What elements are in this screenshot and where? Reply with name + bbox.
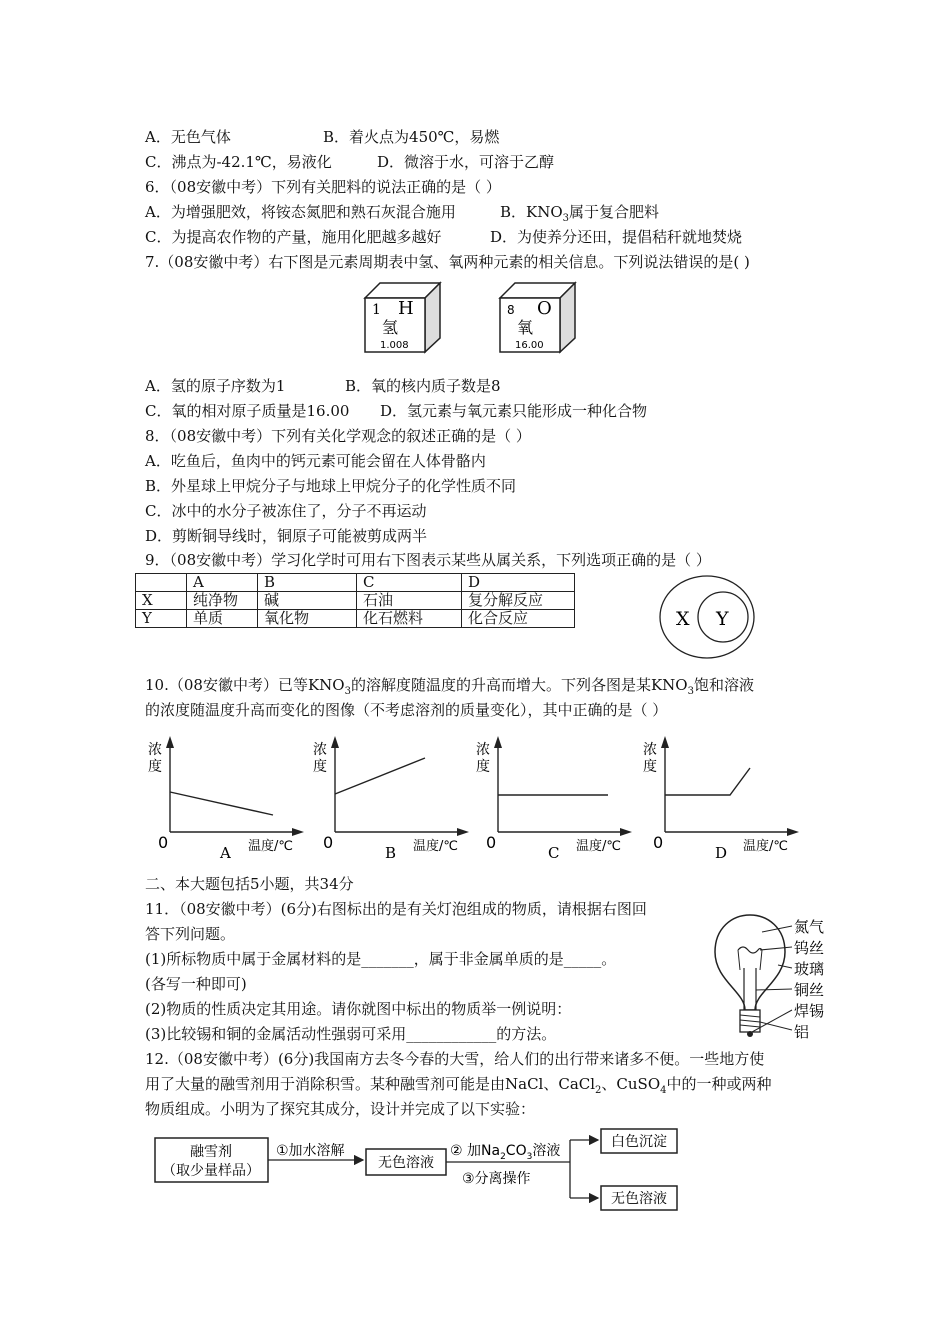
table-cell: D [462, 574, 575, 592]
q12-line-2: 用了大量的融雪剂用于消除积雪。某种融雪剂可能是由NaCl、CaCl$_2$、CuSO$_4$中的一种或两种 [145, 1075, 772, 1096]
x-axis-arrow [787, 828, 799, 836]
oxygen-symbol: O [537, 298, 552, 319]
oxygen-name: 氧 [517, 318, 534, 337]
table-cell: 石油 [357, 592, 462, 610]
prev-options-row-1 [145, 127, 500, 147]
table-cell: A [187, 574, 258, 592]
prev-option-c: C．沸点为-42.1℃，易液化 [145, 153, 332, 171]
table-cell: 纯净物 [187, 592, 258, 610]
q8-option-a: A．吃鱼后，鱼肉中的钙元素可能会留在人体骨骼内 [145, 452, 486, 470]
hydrogen-name: 氢 [382, 318, 399, 337]
q11-line-4: (各写一种即可) [145, 975, 247, 993]
q7-stem: 7.（08安徽中考）右下图是元素周期表中氢、氧两种元素的相关信息。下列说法错误的是( ) [145, 253, 750, 271]
tungsten-filament [738, 947, 762, 953]
bulb-label-solder: 焊锡 [794, 1002, 825, 1020]
table-cell: 复分解反应 [462, 592, 575, 610]
q6-options-row-1 [145, 202, 660, 224]
graph-a [148, 736, 304, 862]
q7-option-d: D．氢元素与氧元素只能形成一种化合物 [380, 402, 648, 420]
concentration-line [665, 768, 750, 795]
q12-line-3: 物质组成。小明为了探究其成分，设计并完成了以下实验： [145, 1100, 536, 1118]
bulb-label-nitrogen: 氮气 [794, 918, 825, 936]
venn-outer-circle [660, 576, 754, 658]
graph-d [643, 736, 799, 862]
q9-table [135, 573, 575, 628]
y-axis-arrow [331, 736, 339, 748]
q7-option-b: B．氧的核内质子数是8 [345, 377, 501, 395]
table-cell: 化石燃料 [357, 610, 462, 628]
flow-out-1: 白色沉淀 [611, 1134, 667, 1150]
flow-step-2: ② 加$Na_2CO_3$溶液 [450, 1143, 561, 1162]
q11-light-bulb-diagram [700, 910, 840, 1040]
element-cell-hydrogen [365, 283, 440, 352]
prev-options-row-2 [145, 152, 555, 172]
q11-line-1: 11．（08安徽中考）(6分)右图标出的是有关灯泡组成的物质，请根据右图回 [145, 900, 647, 918]
bulb-label-copper: 铜丝 [794, 981, 825, 999]
q12-flowchart [150, 1128, 690, 1218]
graph-letter: D [715, 844, 728, 862]
origin-label: 0 [158, 833, 169, 852]
q7-options-row-2 [145, 401, 648, 421]
flow-out-2: 无色溶液 [611, 1191, 667, 1207]
y-label-1: 浓 [643, 742, 657, 758]
q10-line-2: 的浓度随温度升高而变化的图像（不考虑溶剂的质量变化），其中正确的是（ ） [145, 701, 668, 719]
table-cell: 碱 [258, 592, 357, 610]
q10-line-1: 10.（08安徽中考）已等$KNO_3$的溶解度随温度的升高而增大。下列各图是某$KNO_3$饱和溶液 [145, 676, 754, 697]
flow-sample-label-2: （取少量样品） [162, 1163, 260, 1179]
y-axis-arrow [166, 736, 174, 748]
q8-stem: 8．（08安徽中考）下列有关化学观念的叙述正确的是（ ） [145, 427, 531, 445]
prev-option-a: A．无色气体 [145, 128, 231, 146]
y-label-1: 浓 [476, 742, 490, 758]
y-label-2: 度 [476, 759, 490, 775]
q11-line-5: (2)物质的性质决定其用途。请你就图中标出的物质举一例说明： [145, 1000, 572, 1018]
copper-wires [744, 968, 756, 1010]
x-label: 温度/℃ [248, 839, 293, 854]
q8-option-d: D．剪断铜导线时，铜原子可能被剪成两半 [145, 527, 428, 545]
element-cell-oxygen [500, 283, 575, 352]
q8-option-c: C．冰中的水分子被冻住了，分子不再运动 [145, 502, 427, 520]
y-label-1: 浓 [313, 742, 327, 758]
q6-stem: 6．（08安徽中考）下列有关肥料的说法正确的是（ ） [145, 178, 501, 196]
q9-venn-diagram [655, 573, 765, 663]
x-axis-arrow [292, 828, 304, 836]
oxygen-number: 8 [507, 303, 515, 317]
flow-mid-label: 无色溶液 [378, 1155, 434, 1171]
table-cell: X [136, 592, 187, 610]
table-row [136, 574, 575, 592]
y-label-2: 度 [643, 759, 657, 775]
bulb-label-tungsten: 钨丝 [794, 939, 825, 957]
x-axis-arrow [457, 828, 469, 836]
flow-step-3: ③分离操作 [462, 1171, 531, 1187]
y-label-1: 浓 [148, 742, 162, 758]
q11-line-3: (1)所标物质中属于金属材料的是_______，属于非金属单质的是_____。 [145, 950, 617, 968]
venn-label-y: Y [716, 608, 729, 630]
graph-c [476, 736, 632, 862]
q9-stem: 9．（08安徽中考）学习化学时可用右下图表示某些从属关系，下列选项正确的是（ ） [145, 551, 711, 569]
prev-option-b: B．着火点为450℃，易燃 [323, 128, 500, 146]
graph-letter: C [548, 844, 560, 862]
x-label: 温度/℃ [743, 839, 788, 854]
q11-line-6: (3)比较锡和铜的金属活动性强弱可采用____________的方法。 [145, 1025, 557, 1043]
hydrogen-number: 1 [372, 302, 381, 318]
section-2-heading: 二、本大题包括5小题，共34分 [145, 875, 354, 893]
table-cell: B [258, 574, 357, 592]
q7-options-row-1 [145, 376, 501, 396]
q7-element-cells [360, 278, 590, 356]
q7-option-a: A．氢的原子序数为1 [145, 377, 286, 395]
table-cell: 氧化物 [258, 610, 357, 628]
x-label: 温度/℃ [413, 839, 458, 854]
origin-label: 0 [486, 833, 497, 852]
bulb-label-aluminum: 铝 [794, 1023, 810, 1040]
table-cell [136, 574, 187, 592]
y-axis-arrow [661, 736, 669, 748]
q6-option-d: D．为使养分还田，提倡秸秆就地焚烧 [490, 228, 743, 246]
table-cell: 化合反应 [462, 610, 575, 628]
table-cell: C [357, 574, 462, 592]
q11-line-2: 答下列问题。 [145, 925, 236, 943]
origin-label: 0 [323, 833, 334, 852]
venn-label-x: X [676, 608, 690, 630]
q6-option-a: A．为增强肥效，将铵态氮肥和熟石灰混合施用 [145, 203, 456, 221]
y-label-2: 度 [313, 759, 327, 775]
q6-options-row-2 [145, 227, 743, 247]
table-row [136, 610, 575, 628]
concentration-line [170, 792, 273, 815]
bulb-label-glass: 玻璃 [794, 960, 825, 978]
hydrogen-mass: 1.008 [380, 340, 409, 351]
table-cell: Y [136, 610, 187, 628]
flow-step-1: ①加水溶解 [276, 1143, 345, 1159]
q7-option-c: C．氧的相对原子质量是16.00 [145, 402, 350, 420]
table-cell: 单质 [187, 610, 258, 628]
flow-sample-label-1: 融雪剂 [190, 1144, 232, 1160]
table-row [136, 592, 575, 610]
x-axis-arrow [620, 828, 632, 836]
graph-b [313, 736, 469, 862]
q6-option-b: B．$KNO_3$属于复合肥料 [500, 203, 660, 224]
q6-option-c: C．为提高农作物的产量，施用化肥越多越好 [145, 228, 442, 246]
y-axis-arrow [494, 736, 502, 748]
q12-line-1: 12.（08安徽中考）(6分)我国南方去冬今春的大雪，给人们的出行带来诸多不便。一些地方使 [145, 1050, 765, 1068]
hydrogen-symbol: H [398, 298, 414, 319]
x-label: 温度/℃ [576, 839, 621, 854]
graph-letter: B [385, 844, 397, 862]
concentration-line [335, 758, 425, 794]
prev-option-d: D．微溶于水，可溶于乙醇 [377, 153, 555, 171]
y-label-2: 度 [148, 759, 162, 775]
origin-label: 0 [653, 833, 664, 852]
oxygen-mass: 16.00 [515, 340, 544, 351]
q8-option-b: B．外星球上甲烷分子与地球上甲烷分子的化学性质不同 [145, 477, 517, 495]
q10-concentration-graphs [140, 730, 810, 865]
graph-letter: A [220, 844, 231, 862]
